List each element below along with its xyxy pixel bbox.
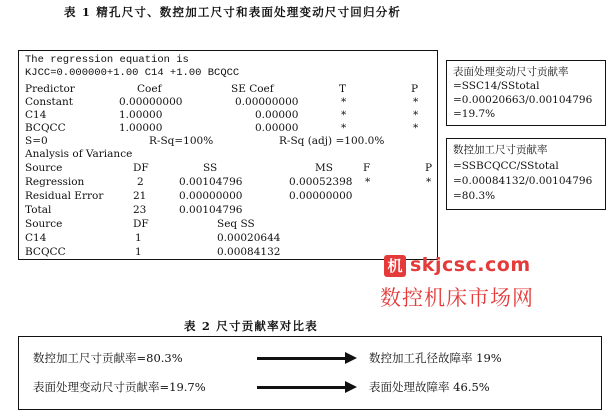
coef-cell: 0.00000 (255, 109, 299, 121)
coef-cell: 0.00000000 (119, 96, 183, 108)
arrow-head-icon (345, 352, 357, 364)
table2-row2-right: 表面处理故障率 46.5% (369, 380, 490, 394)
regression-equation: KJCC=0.000000+1.00 C14 +1.00 BCQCC (25, 67, 240, 79)
coef-cell: * (341, 109, 347, 121)
table2-caption: 表 2 尺寸贡献率对比表 (184, 319, 318, 333)
anova-cell: Regression (25, 176, 85, 188)
anova-cell: 21 (133, 190, 147, 202)
anova-cell: 0.00104796 (179, 204, 243, 216)
table2-row1-left: 数控加工尺寸贡献率=80.3% (33, 351, 183, 365)
regression-output-box (18, 50, 438, 260)
r-sq: R-Sq=100% (149, 135, 214, 147)
table2-box (18, 336, 602, 410)
seq-cell: 1 (135, 232, 142, 244)
coef-header-t: T (339, 83, 347, 95)
anova-header: F (363, 162, 371, 174)
coef-cell: 1.00000 (119, 122, 163, 134)
anova-cell: * (426, 176, 432, 188)
watermark-site-name: 数控机床市场网 (380, 286, 534, 310)
table2-row1-right: 数控加工孔径故障率 19% (369, 351, 502, 365)
anova-cell: 0.00000000 (289, 190, 353, 202)
anova-header: MS (315, 162, 333, 174)
anova-title: Analysis of Variance (25, 148, 133, 160)
watermark-domain: skjcsc.com (410, 254, 531, 276)
cnc-contribution-result: =80.3% (453, 190, 496, 202)
coef-cell: C14 (25, 109, 47, 121)
anova-cell: * (365, 176, 371, 188)
anova-cell: 0.00000000 (179, 190, 243, 202)
seq-cell: 0.00020644 (217, 232, 281, 244)
watermark-logo: 机 (384, 255, 406, 277)
seq-cell: BCQCC (25, 246, 66, 258)
surface-contribution-formula: =SSC14/SStotal (453, 80, 540, 92)
coef-cell: * (413, 109, 419, 121)
anova-cell: 2 (137, 176, 144, 188)
seq-header: Source (25, 218, 63, 230)
table1-caption: 表 1 精孔尺寸、数控加工尺寸和表面处理变动尺寸回归分析 (64, 5, 402, 19)
anova-cell: Total (25, 204, 52, 216)
s-value: S=0 (25, 135, 48, 147)
coef-header-coef: Coef (137, 83, 162, 95)
coef-header-p: P (411, 83, 419, 95)
arrow-right-icon (257, 357, 345, 360)
anova-header: SS (203, 162, 218, 174)
cnc-contribution-title: 数控加工尺寸贡献率 (453, 144, 548, 156)
coef-header-predictor: Predictor (25, 83, 75, 95)
seq-cell: 0.00084132 (217, 246, 281, 258)
anova-cell: 23 (133, 204, 147, 216)
anova-header: Source (25, 162, 63, 174)
cnc-contribution-formula: =SSBCQCC/SStotal (453, 160, 559, 172)
seq-header: DF (133, 218, 149, 230)
surface-contribution-title: 表面处理变动尺寸贡献率 (453, 66, 569, 78)
seq-header: Seq SS (217, 218, 255, 230)
coef-header-se-coef: SE Coef (231, 83, 274, 95)
surface-contribution-box (446, 60, 606, 126)
anova-cell: 0.00052398 (289, 176, 353, 188)
cnc-contribution-box (446, 138, 606, 210)
seq-cell: C14 (25, 232, 47, 244)
arrow-head-icon (345, 381, 357, 393)
equation-intro: The regression equation is (25, 54, 189, 66)
arrow-right-icon (257, 386, 345, 389)
seq-cell: 1 (135, 246, 142, 258)
coef-cell: * (341, 122, 347, 134)
surface-contribution-values: =0.00020663/0.00104796 (453, 94, 593, 106)
coef-cell: Constant (25, 96, 73, 108)
anova-cell: 0.00104796 (179, 176, 243, 188)
r-sq-adj: R-Sq (adj) =100.0% (279, 135, 385, 147)
coef-cell: BCQCC (25, 122, 66, 134)
coef-cell: * (413, 122, 419, 134)
anova-cell: Residual Error (25, 190, 104, 202)
coef-cell: 0.00000 (255, 122, 299, 134)
coef-cell: * (413, 96, 419, 108)
coef-cell: 0.00000000 (235, 96, 299, 108)
coef-cell: 1.00000 (119, 109, 163, 121)
table2-row2-left: 表面处理变动尺寸贡献率=19.7% (33, 380, 206, 394)
anova-header: DF (133, 162, 149, 174)
cnc-contribution-values: =0.00084132/0.00104796 (453, 175, 593, 187)
surface-contribution-result: =19.7% (453, 108, 496, 120)
coef-cell: * (341, 96, 347, 108)
anova-header: P (425, 162, 433, 174)
